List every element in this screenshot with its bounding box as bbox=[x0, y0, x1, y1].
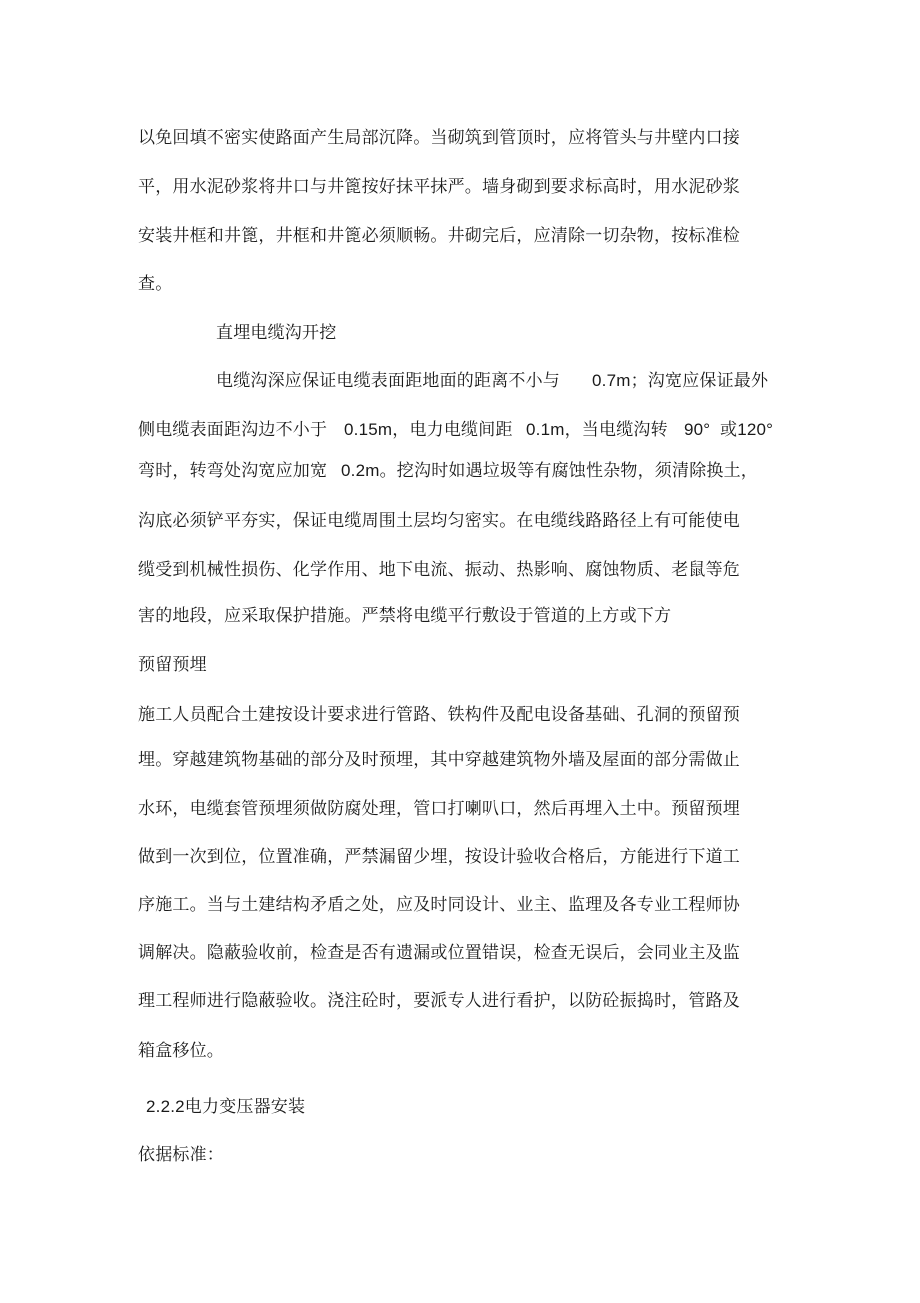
paragraph-line: 弯时，转弯处沟宽应加宽 bbox=[138, 461, 328, 481]
paragraph-line-fragment: 0.1m，当电缆沟转 bbox=[526, 420, 668, 439]
paragraph-line: 查。 bbox=[138, 274, 173, 294]
paragraph-line: 安装井框和井篦，井框和井篦必须顺畅。井砌完后，应清除一切杂物，按标准检 bbox=[138, 226, 740, 246]
paragraph-line: 害的地段，应采取保护措施。严禁将电缆平行敷设于管道的上方或下方 bbox=[138, 606, 672, 626]
paragraph-line: 水环，电缆套管预埋须做防腐处理，管口打喇叭口，然后再埋入土中。预留预埋 bbox=[138, 799, 740, 819]
paragraph-line: 沟底必须铲平夯实，保证电缆周围土层均匀密实。在电缆线路路径上有可能使电 bbox=[138, 511, 740, 531]
section-heading-cable-trench: 直埋电缆沟开挖 bbox=[216, 323, 337, 343]
paragraph-line-fragment: 90° bbox=[684, 420, 711, 439]
paragraph-line: 施工人员配合土建按设计要求进行管路、铁构件及配电设备基础、孔洞的预留预 bbox=[138, 705, 740, 725]
paragraph-line: 缆受到机械性损伤、化学作用、地下电流、振动、热影响、腐蚀物质、老鼠等危 bbox=[138, 560, 740, 580]
section-heading-transformer: 2.2.2电力变压器安装 bbox=[146, 1097, 306, 1116]
paragraph-line: 电缆沟深应保证电缆表面距地面的距离不小与 bbox=[216, 371, 560, 391]
paragraph-line: 序施工。当与土建结构矛盾之处，应及时同设计、业主、监理及各专业工程师协 bbox=[138, 895, 740, 915]
basis-label: 依据标准： bbox=[138, 1145, 224, 1165]
paragraph-line: 箱盒移位。 bbox=[138, 1041, 224, 1061]
paragraph-line-fragment: 或120° bbox=[720, 420, 774, 439]
paragraph-line: 做到一次到位，位置准确，严禁漏留少埋，按设计验收合格后，方能进行下道工 bbox=[138, 847, 740, 867]
paragraph-line-fragment: 0.15m，电力电缆间距 bbox=[344, 420, 513, 439]
paragraph-line: 侧电缆表面距沟边不小于 bbox=[138, 420, 328, 440]
paragraph-line-fragment: 0.2m。挖沟时如遇垃圾等有腐蚀性杂物，须清除换土， bbox=[341, 461, 758, 480]
paragraph-line: 理工程师进行隐蔽验收。浇注砼时，要派专人进行看护，以防砼振捣时，管路及 bbox=[138, 991, 740, 1011]
paragraph-line-fragment: 0.7m；沟宽应保证最外 bbox=[592, 371, 769, 390]
paragraph-line: 埋。穿越建筑物基础的部分及时预埋，其中穿越建筑物外墙及屋面的部分需做止 bbox=[138, 750, 740, 770]
paragraph-line: 调解决。隐蔽验收前，检查是否有遗漏或位置错误，检查无误后，会同业主及监 bbox=[138, 943, 740, 963]
paragraph-line: 平，用水泥砂浆将井口与井篦按好抹平抹严。墙身砌到要求标高时，用水泥砂浆 bbox=[138, 177, 740, 197]
section-heading-embedding: 预留预埋 bbox=[138, 655, 207, 675]
paragraph-line: 以免回填不密实使路面产生局部沉降。当砌筑到管顶时，应将管头与井壁内口接 bbox=[138, 128, 740, 148]
